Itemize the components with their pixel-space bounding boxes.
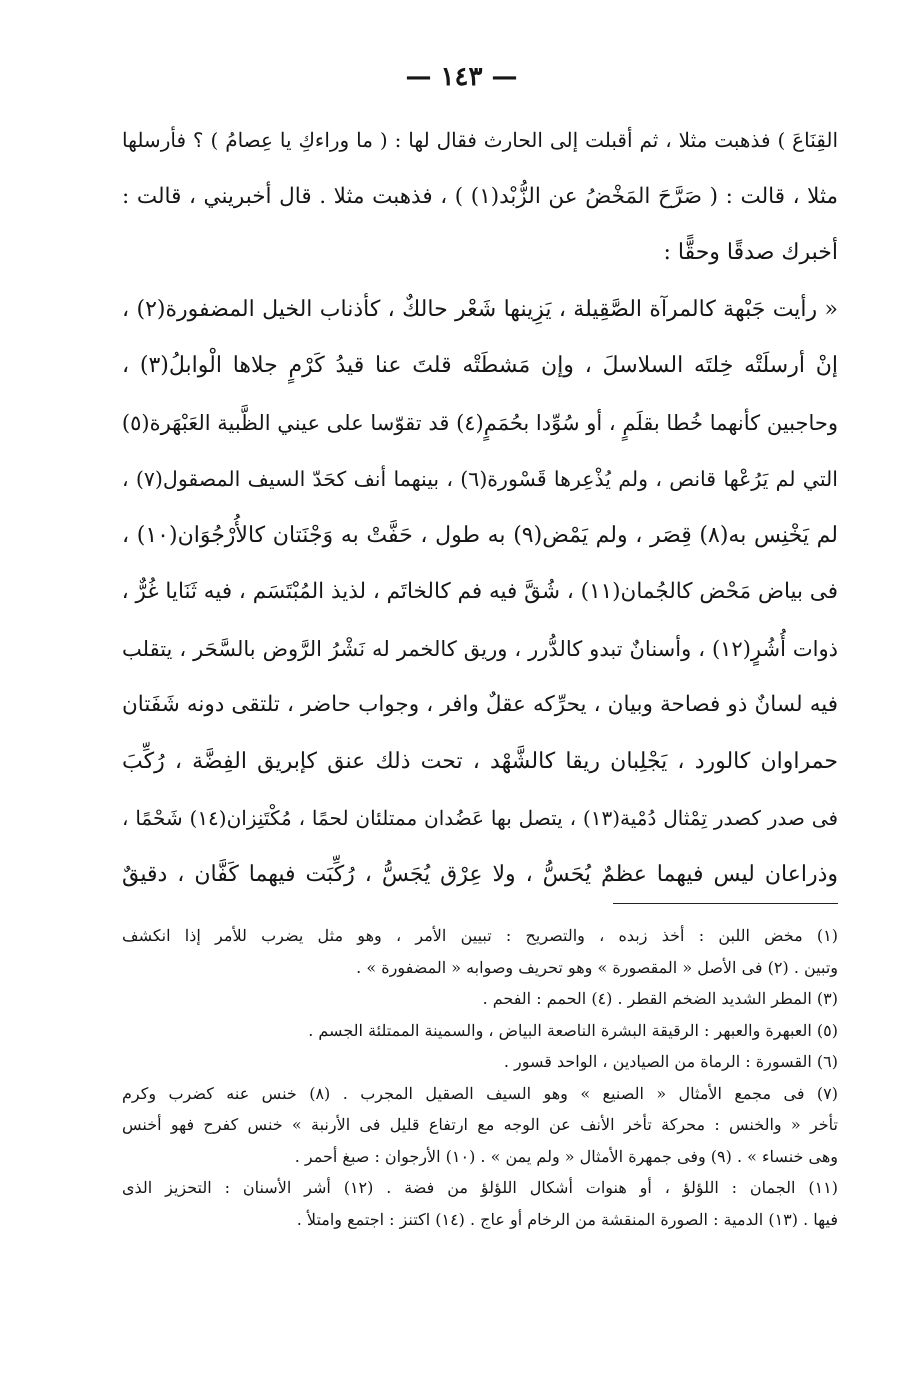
footnote-line: (٦) القسورة : الرماة من الصيادين ، الواحد قسور . (503, 1052, 838, 1071)
body-line: وذراعان ليس فيهما عظمٌ يُحَسُّ ، ولا عِرْق يُجَسُّ ، رُكِّبَت فيهما كَفَّان ، دقيقٌ (122, 861, 838, 887)
footnote-line: (١١) الجمان : اللؤلؤ ، أو هنوات أشكال اللؤلؤ من فضة . (١٢) أشر الأسنان : التحزيز الذى (122, 1178, 838, 1197)
body-line: وحاجبين كأنهما خُطا بقلَمٍ ، أو سُوِّدا بحُمَمٍ(٤) قد تقوّسا على عيني الظَّبية العَبْهَرة(٥) (122, 410, 838, 435)
body-line: حمراوان كالورد ، يَجْلِبان ريقا كالشَّهْد ، تحت ذلك عنق كإبريق الفِضَّة ، رُكِّبَ (122, 748, 838, 774)
footnote-line: (٣) المطر الشديد الضخم القطر . (٤) الحمم : الفحم . (482, 989, 838, 1008)
footnotes (122, 920, 838, 1235)
footnote-line: فيها . (١٣) الدمية : الصورة المنقشة من الرخام أو عاج . (١٤) اكتنز : اجتمع وامتلأ . (296, 1209, 838, 1229)
body-line: مثلا ، قالت : ( صَرَّحَ المَخْضُ عن الزُّبْد(١) ) ، فذهبت مثلا . قال أخبريني ، قالت : (122, 183, 838, 209)
body-line: التي لم يَرُعْها قانص ، ولم يُذْعِرها قَسْورة(٦) ، بينهما أنف كحَدّ السيف المصقول(٧) ، (122, 467, 838, 491)
footnote-line: تأخر « والخنس : محركة تأخر الأنف عن الوجه مع ارتفاع قليل فى الأرنبة » خنس كفرح فهو أخنس (122, 1115, 838, 1134)
body-line: إنْ أرسلَتْه خِلتَه السلاسلَ ، وإن مَشطَتْه قلتَ عنا قيدُ كَرْمٍ جلاها الْوابلُ(٣) ، (122, 353, 838, 378)
footnote-line: وتبين . (٢) فى الأصل « المقصورة » وهو تحريف وصوابه « المضفورة » . (356, 957, 838, 977)
footnote-line: (٧) فى مجمع الأمثال « الصنيع » وهو السيف الصقيل المجرب . (٨) خنس عنه كضرب وكرم (122, 1083, 838, 1103)
body-line: فى صدر كصدر تِمْثال دُمْية(١٣) ، يتصل بها عَضُدان ممتلئان لحمًا ، مُكْتَنِزان(١٤) شَحْمًا ، (122, 806, 838, 830)
body-line: ذوات أُشُرٍ(١٢) ، وأسنانٌ تبدو كالدُّرر ، وريق كالخمر له نَشْرُ الرَّوض بالسَّحَر ، يتقلب (122, 636, 838, 661)
body-line: فيه لسانٌ ذو فصاحة وبيان ، يحرِّكه عقلٌ وافر ، وجواب حاضر ، تلتقى دونه شَفَتان (122, 692, 838, 717)
body-line: لم يَخْنِس به(٨) قِصَر ، ولم يَمْض(٩) به طول ، حَفَّتْ به وَجْنَتان كالأُرْجُوَان(١٠) ، (122, 522, 838, 548)
body-line: القِنَاعَ ) فذهبت مثلا ، ثم أقبلت إلى الحارث فقال لها : ( ما وراءكِ يا عِصامُ ) ؟ فأرسلها (122, 128, 838, 152)
footnote-divider (613, 903, 838, 904)
footnote-line: وهى خنساء » . (٩) وفى جمهرة الأمثال « ولم يمن » . (١٠) الأرجوان : صبغ أحمر . (294, 1146, 838, 1166)
main-text (122, 112, 838, 903)
page-number: — ١٤٣ — (405, 62, 518, 92)
body-line: فى بياض مَحْض كالجُمان(١١) ، شُقَّ فيه فم كالخاتَم ، لذيذ المُبْتَسَم ، فيه ثَنَايا غُرٌّ ، (122, 579, 838, 604)
body-line: أخبرك صدقًا وحقًّا : (663, 240, 838, 265)
footnote-line: (١) مخض اللبن : أخذ زبده ، والتصريح : تبيين الأمر ، وهو مثل يضرب للأمر إذا انكشف (122, 926, 838, 945)
footnote-line: (٥) العبهرة والعبهر : الرقيقة البشرة الناصعة البياض ، والسمينة الممتلئة الجسم . (308, 1020, 838, 1040)
body-line: « رأيت جَبْهة كالمرآة الصَّقِيلة ، يَزِينها شَعْر حالكٌ ، كأذناب الخيل المضفورة(٢) ، (122, 296, 838, 322)
